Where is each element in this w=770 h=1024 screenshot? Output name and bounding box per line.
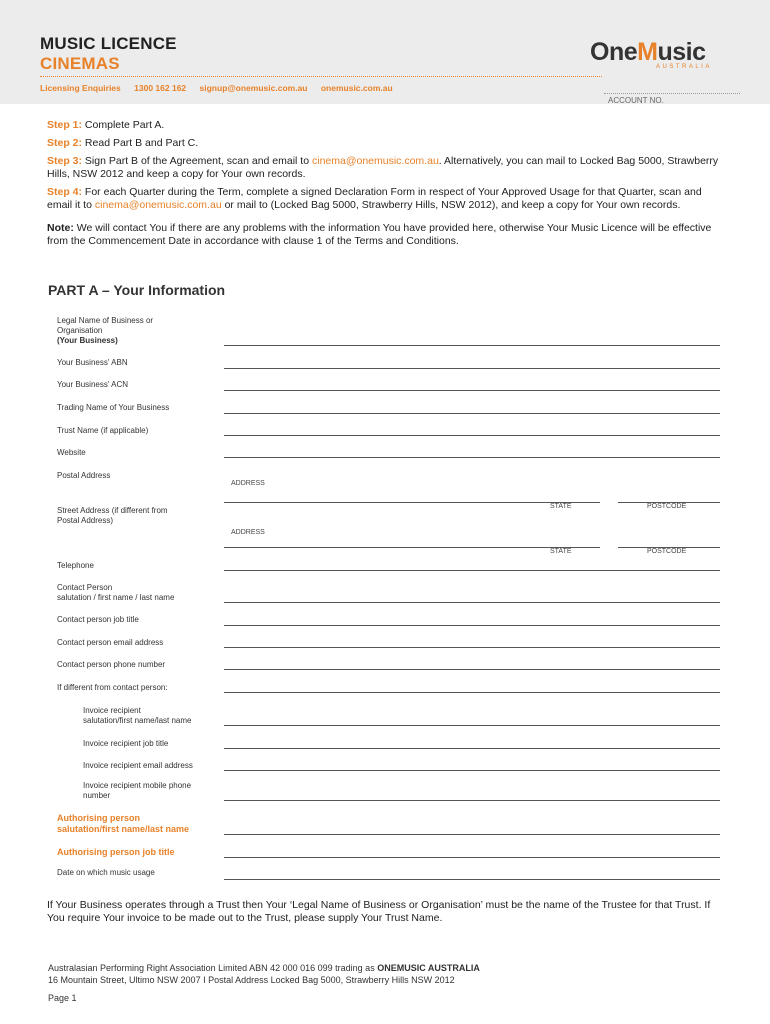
cinema-email-link[interactable]: cinema@onemusic.com.au xyxy=(311,155,439,167)
cinema-email-link[interactable]: cinema@onemusic.com.au xyxy=(94,199,222,211)
contact-email-field[interactable] xyxy=(224,647,720,648)
if-different-field[interactable] xyxy=(224,692,720,693)
acn-field[interactable] xyxy=(224,390,720,391)
street-address-sub: ADDRESS xyxy=(231,529,265,536)
enquiries-bar xyxy=(40,83,404,93)
contact-email-label: Contact person email address xyxy=(57,638,164,647)
page-number: Page 1 xyxy=(48,993,77,1003)
authorising-job-label: Authorising person job title xyxy=(57,847,175,857)
enquiries-phone[interactable]: 1300 162 162 xyxy=(134,83,187,93)
telephone-field[interactable] xyxy=(224,570,720,571)
authorising-person-label: Authorising person salutation/first name/last name xyxy=(57,813,190,834)
telephone-label: Telephone xyxy=(57,561,94,570)
contact-job-label: Contact person job title xyxy=(57,615,139,624)
website-field[interactable] xyxy=(224,457,720,458)
street-postcode-sub: POSTCODE xyxy=(647,548,687,555)
invoice-recipient-field[interactable] xyxy=(224,725,720,726)
date-usage-field[interactable] xyxy=(224,879,720,880)
instructions xyxy=(47,119,727,253)
legal-name-field[interactable] xyxy=(224,345,720,346)
date-usage-label: Date on which music usage xyxy=(57,868,155,877)
enquiries-website[interactable]: onemusic.com.au xyxy=(320,83,393,93)
postal-address-field[interactable] xyxy=(224,502,534,503)
acn-label: Your Business' ACN xyxy=(57,380,129,389)
account-no-field[interactable] xyxy=(604,93,740,94)
invoice-email-label: Invoice recipient email address xyxy=(83,761,193,770)
licence-title: MUSIC LICENCE xyxy=(40,34,177,53)
contact-job-field[interactable] xyxy=(224,625,720,626)
invoice-job-label: Invoice recipient job title xyxy=(83,739,169,748)
authorising-person-field[interactable] xyxy=(224,834,720,835)
invoice-recipient-label: Invoice recipient salutation/first name/last name xyxy=(83,706,192,725)
contact-phone-label: Contact person phone number xyxy=(57,660,166,669)
step-3: Step 3: Sign Part B of the Agreement, scan and email to cinema@onemusic.com.au. Alternatively, you can mail to Locked Bag 5000, Strawberry Hills, NSW 2012 and keep a copy for Your own records. xyxy=(47,155,719,180)
page-header xyxy=(0,0,770,104)
contact-person-field[interactable] xyxy=(224,602,720,603)
trust-name-label: Trust Name (if applicable) xyxy=(57,426,149,435)
enquiries-email[interactable]: signup@onemusic.com.au xyxy=(199,83,308,93)
street-address-field[interactable] xyxy=(224,547,534,548)
trading-name-label: Trading Name of Your Business xyxy=(57,403,170,412)
footer: Australasian Performing Right Association Limited ABN 42 000 016 099 trading as ONEMUSIC AUSTRALIA 16 Mountain Street, Ultimo NSW 2007 I Postal Address Locked Bag 5000, Strawberry Hills NSW 2012 xyxy=(48,963,480,985)
note: Note: We will contact You if there are any problems with the information You have provided here, otherwise Your Music Licence will be effective from the Commencement Date in accordance with clause 1 of the Terms and Conditions. xyxy=(47,222,712,247)
invoice-mobile-field[interactable] xyxy=(224,800,720,801)
abn-field[interactable] xyxy=(224,368,720,369)
account-no-label: ACCOUNT NO. xyxy=(608,96,664,105)
postal-address-sub: ADDRESS xyxy=(231,480,265,487)
invoice-email-field[interactable] xyxy=(224,770,720,771)
invoice-job-field[interactable] xyxy=(224,748,720,749)
website-label: Website xyxy=(57,448,86,457)
contact-phone-field[interactable] xyxy=(224,669,720,670)
step-4: Step 4: For each Quarter during the Term, complete a signed Declaration Form in respect of Your Approved Usage for that Quarter, scan and email it to cinema@onemusic.com.au or mail to (Locked Bag 5000, Strawberry Hills, NSW 2012), and keep a copy for Your own records. xyxy=(47,186,702,211)
trading-name-field[interactable] xyxy=(224,413,720,414)
enquiries-label: Licensing Enquiries xyxy=(40,83,121,93)
postal-address-label: Postal Address xyxy=(57,471,111,480)
if-different-label: If different from contact person: xyxy=(57,683,168,692)
trust-note: If Your Business operates through a Trust then Your ‘Legal Name of Business or Organisation’ must be the name of the Trustee for that Trust. If You require Your invoice to be made out to the Trust, please supply Your Trust Name. xyxy=(47,899,711,924)
trust-name-field[interactable] xyxy=(224,435,720,436)
legal-name-label: Legal Name of Business or Organisation (Your Business) xyxy=(57,316,154,345)
contact-person-label: Contact Person salutation / first name / last name xyxy=(57,583,175,602)
part-a-heading: PART A – Your Information xyxy=(48,282,226,298)
street-address-label: Street Address (if different from Postal Address) xyxy=(57,506,168,525)
step-2: Step 2: Read Part B and Part C. xyxy=(47,137,199,149)
authorising-job-field[interactable] xyxy=(224,857,720,858)
step-1: Step 1: Complete Part A. xyxy=(47,119,165,131)
postal-state-sub: STATE xyxy=(550,503,572,510)
onemusic-logo: OneMusic AUSTRALIA xyxy=(590,38,712,70)
abn-label: Your Business' ABN xyxy=(57,358,128,367)
street-state-sub: STATE xyxy=(550,548,572,555)
header-divider xyxy=(40,76,602,77)
postal-postcode-sub: POSTCODE xyxy=(647,503,687,510)
invoice-mobile-label: Invoice recipient mobile phone number xyxy=(83,781,192,800)
licence-subtitle: CINEMAS xyxy=(40,54,120,73)
